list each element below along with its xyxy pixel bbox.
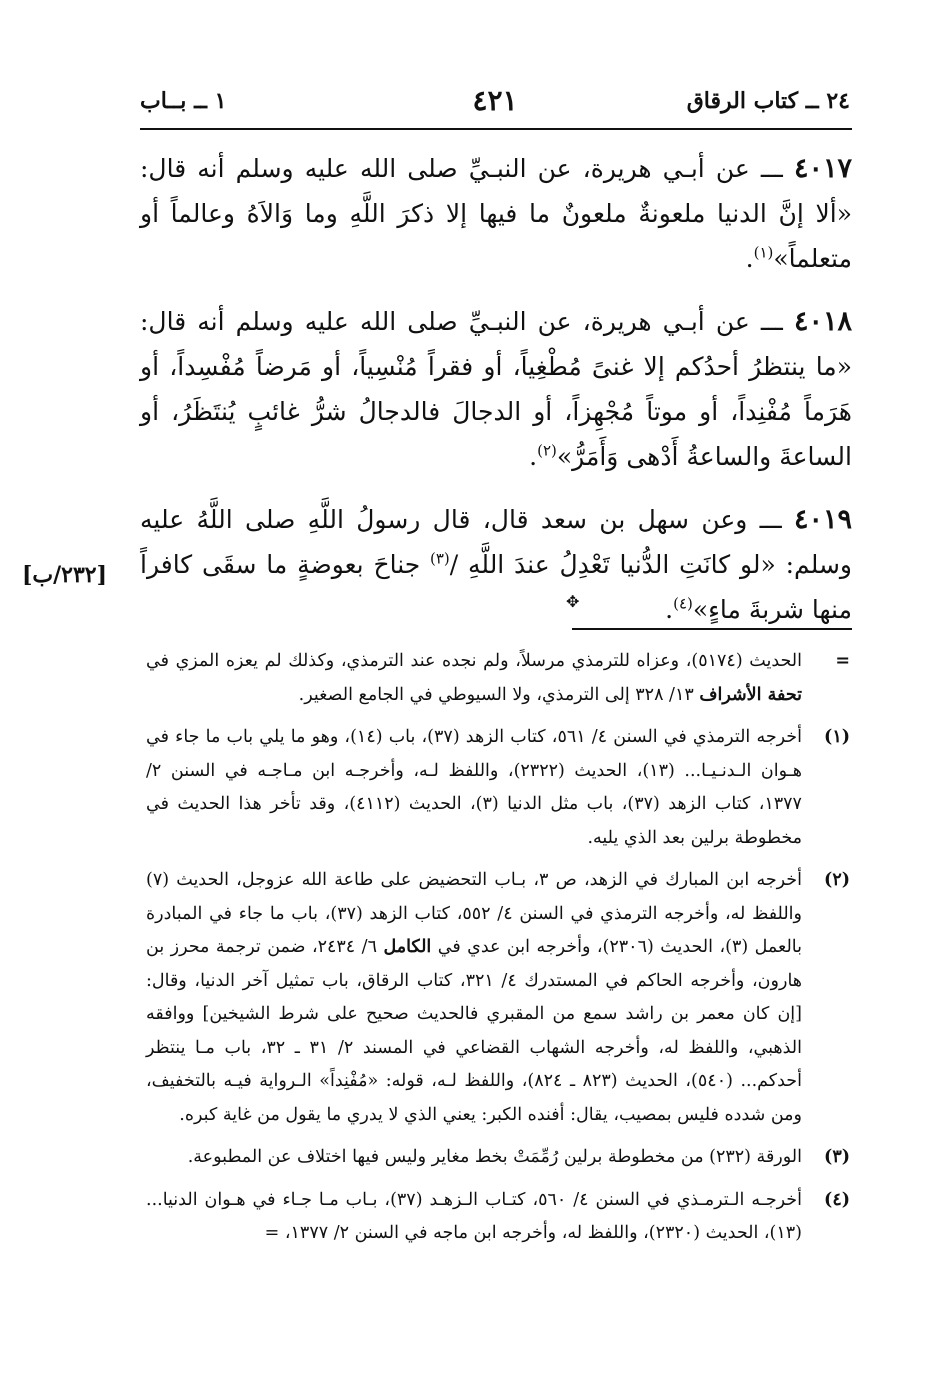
- footnote-continued: [146, 645, 850, 712]
- footnote-rule: [572, 628, 852, 630]
- footnote-bold-title: تحفة الأشراف: [699, 684, 802, 705]
- footnote-text: أخرجه الترمذي في السنن ٤/ ٥٦١، كتاب الزهد (٣٧)، باب (١٤)، وهو ما يلي باب ما جاء في هـوان الـدنـيـا... (١٣)، الحديث (٢٣٢٢)، واللفظ لـه، وأخرجـه ابن مـاجـه في السنن ٢/ ١٣٧٧، كتاب الزهد (٣٧)، باب مثل الدنيا (٣)، الحديث (٤١١٢)، وقد تأخر هذا الحديث في مخطوطة برلين بعد الذي يليه.: [146, 727, 802, 848]
- footnotes: [146, 645, 850, 1260]
- hadith-text-line2: «ما ينتظرُ أحدُكم إلا غنىً مُطْغِياً، أو فقراً مُنْسِياً، أو مَرضاً مُفْسِداً، أو هَرَماً مُفْنِداً، أو موتاً مُجْهِزاً، أو الدجالَ فالدجالُ شرُّ غائبٍ يُنتَظَرُ، أو الساعةَ والساعةُ أَدْهى وَأَمَرُّ»: [140, 352, 852, 471]
- chapter-title: ٢٤ ــ كتاب الرقاق: [686, 88, 850, 114]
- hadith-number: ٤٠١٧: [793, 153, 852, 184]
- hadith-4018: [140, 299, 852, 479]
- hadith-text-line1: عن أبـي هريرة، عن النبـيِّ صلى الله عليه وسلم أنه قال:: [140, 154, 750, 183]
- hadith-number: ٤٠١٩: [793, 504, 852, 535]
- hadith-end: .: [665, 595, 674, 624]
- hadith-text-line2: «ألا إنَّ الدنيا ملعونةٌ ملعونٌ ما فيها إلا ذكرَ اللَّهِ وما وَالاَهُ وعالماً أو متعلماً»: [140, 199, 852, 273]
- footnote-2: [146, 864, 850, 1132]
- hadith-end: .: [745, 244, 754, 273]
- manuscript-folio-note: [٢٣٢/ب]: [22, 562, 108, 588]
- hadith-dash: ـــ: [747, 505, 794, 534]
- hadith-4019: [22, 497, 852, 632]
- hadith-text-line1: وعن سهل بن سعد قال، قال رسولُ اللَّهِ صلى اللَّهُ عليه وسلم: «لو كانَتِ الدُّنيا تَعْدِلُ عندَ اللَّهِ /: [140, 505, 852, 579]
- footnote-mark: (٣): [824, 1147, 850, 1167]
- footnote-text: أخرجه ابن المبارك في الزهد، ص ٣، بـاب التحضيض على طاعة الله عزوجل، الحديث (٧) واللفظ له، وأخرجه الترمذي في السنن ٤/ ٥٥٢، كتاب الزهد (٣٧)، باب ما جاء في المبادرة بالعمل (٣)، الحديث (٢٣٠٦)، وأخرجه ابن عدي في: [146, 870, 802, 957]
- footnote-text: الحديث (٥١٧٤)، وعزاه للترمذي مرسلاً، ولم نجده عند الترمذي، وكذلك لم يعزه المزي في: [146, 651, 803, 671]
- running-header: [140, 84, 850, 128]
- footnote-ref[interactable]: (٤): [673, 594, 693, 613]
- footnote-mark: (١): [824, 727, 850, 747]
- footnote-ref[interactable]: (٢): [537, 441, 557, 460]
- hadith-end: .: [529, 442, 538, 471]
- hadith-text-line1: عن أبـي هريرة، عن النبـيِّ صلى الله عليه وسلم أنه قال:: [140, 307, 750, 336]
- footnote-ref[interactable]: (٣): [430, 549, 450, 568]
- footnote-ref[interactable]: (١): [753, 243, 774, 262]
- hadith-number: ٤٠١٨: [793, 306, 852, 337]
- footnote-mark: (٤): [824, 1189, 850, 1210]
- footnote-3: [146, 1141, 850, 1175]
- page-number: ٤٢١: [472, 84, 518, 117]
- hadith-dash: ـــ: [749, 154, 794, 183]
- footnote-1: [146, 721, 850, 855]
- header-rule: [140, 128, 852, 130]
- footnote-text: أخرجـه الـترمـذي في السنن ٤/ ٥٦٠، كتـاب الـزهـد (٣٧)، بـاب مـا جـاء في هـوان الدنيا... (١٣)، الحديث (٢٣٢٠)، واللفظ له، وأخرجه ابن ماجه في السنن ٢/ ١٣٧٧، =: [146, 1189, 802, 1243]
- section-title: ١ ــ بــاب: [140, 88, 227, 114]
- hadith-text-line2: جناحَ بعوضةٍ ما سقَى كافراً منها شربةَ ماءٍ»: [140, 550, 852, 624]
- footnote-text: الورقة (٢٣٢) من مخطوطة برلين رُمِّمَتْ بخط مغاير وليس فيها اختلاف عن المطبوعة.: [187, 1147, 802, 1167]
- footnote-text: ٦/ ٢٤٣٤، ضمن ترجمة محرز بن هارون، وأخرجه الحاكم في المستدرك ٤/ ٣٢١، كتاب الرقاق، باب تمثيل آخر الدنيا، وقال: [إن كان معمر بن راشد سمع من المقبري فالحديث صحيح على شرط الشيخين] ووافقه الذهبي، واللفظ له، وأخرجه الشهاب القضاعي في المسند ٢/ ٣١ ـ ٣٢، باب مـا ينتظر أحدكم... (٥٤٠)، الحديث (٨٢٣ ـ ٨٢٤)، واللفظ لـه، قوله: «مُفْنِداً» الـرواية فيـه بالتخفيف، ومن شدده فليس بمصيب، يقال: أفنده الكبر: يعني الذي لا يدري ما يقول من غاية كبره.: [146, 937, 803, 1125]
- footnote-mark: (٢): [824, 870, 850, 890]
- footnote-mark: =: [835, 651, 850, 671]
- ornament-icon: ✥: [566, 592, 580, 611]
- hadith-dash: ـــ: [749, 307, 794, 336]
- footnote-4: [146, 1184, 850, 1251]
- footnote-bold-title: الكامل: [383, 937, 432, 957]
- main-text: [22, 146, 852, 650]
- hadith-4017: [140, 146, 852, 281]
- footnote-text: ١٣/ ٣٢٨ إلى الترمذي، ولا السيوطي في الجامع الصغير.: [298, 684, 700, 705]
